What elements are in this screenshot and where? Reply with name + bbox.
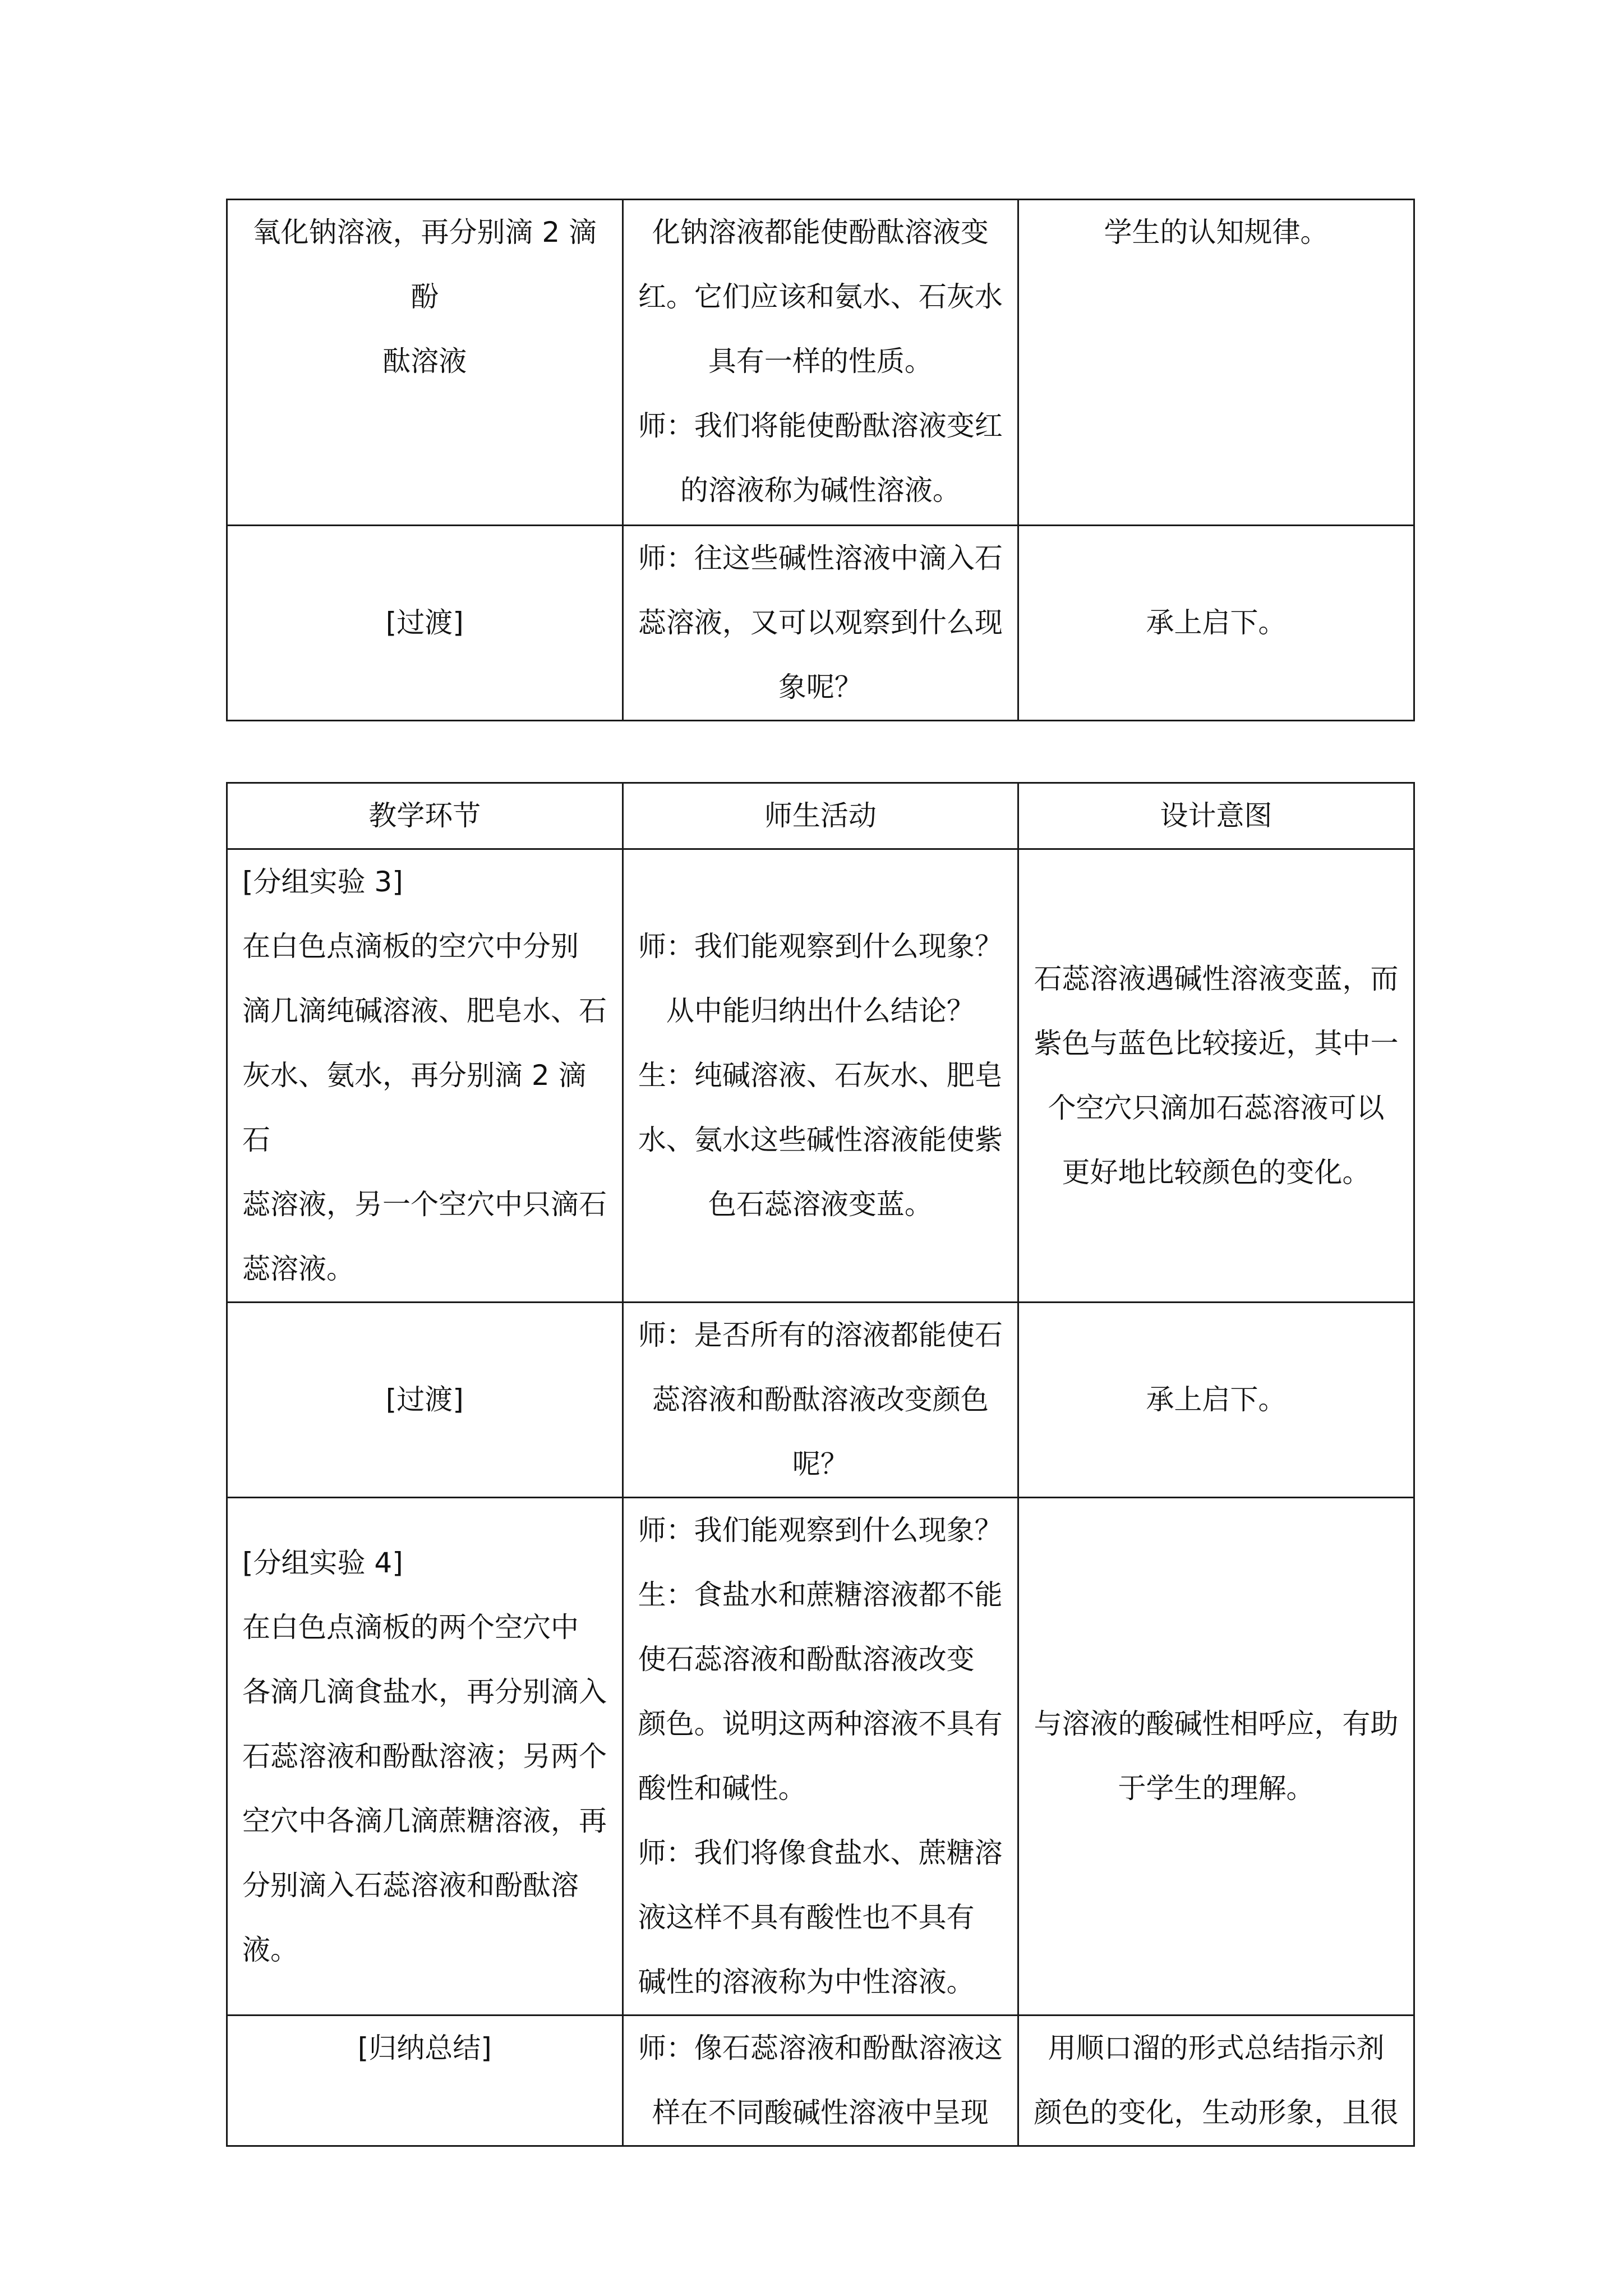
- cell-line: 液。: [242, 1933, 298, 1966]
- activity-cell: [623, 1498, 1018, 2016]
- table-row: [227, 200, 1414, 526]
- cell-line: 分别滴入石蕊溶液和酚酞溶: [242, 1869, 579, 1902]
- table-row: [227, 1498, 1414, 2016]
- activity-cell: [623, 200, 1018, 526]
- cell-line: 红。它们应该和氨水、石灰水: [638, 280, 1003, 313]
- cell-line: 承上启下。: [1146, 606, 1287, 639]
- stage-cell: [227, 1303, 623, 1498]
- cell-line: 生：食盐水和蔗糖溶液都不能: [638, 1579, 1003, 1611]
- cell-line: 颜色的变化，生动形象，且很: [1034, 2096, 1399, 2129]
- column-header: 设计意图: [1018, 783, 1414, 849]
- cell-line: 师：是否所有的溶液都能使石: [638, 1319, 1003, 1351]
- cell-line: 承上启下。: [1146, 1383, 1287, 1416]
- cell-line: 师：像石蕊溶液和酚酞溶液这: [638, 2032, 1003, 2064]
- activity-cell: [623, 1303, 1018, 1498]
- cell-line: 水、氨水这些碱性溶液能使紫: [638, 1124, 1003, 1156]
- cell-line: 具有一样的性质。: [708, 345, 933, 378]
- table-row: [227, 2016, 1414, 2146]
- intent-cell: [1018, 849, 1414, 1303]
- intent-cell: [1018, 2016, 1414, 2146]
- cell-line: 师：往这些碱性溶液中滴入石: [638, 542, 1003, 574]
- cell-line: 碱性的溶液称为中性溶液。: [638, 1966, 975, 1998]
- cell-line: 师：我们将能使酚酞溶液变红: [638, 409, 1003, 442]
- cell-line: 在白色点滴板的空穴中分别: [242, 930, 579, 963]
- stage-cell: [227, 849, 623, 1303]
- cell-line: 紫色与蓝色比较接近，其中一: [1034, 1027, 1399, 1060]
- intent-cell: [1018, 526, 1414, 721]
- cell-line: 从中能归纳出什么结论？: [666, 995, 975, 1027]
- cell-line: 与溶液的酸碱性相呼应，有助: [1034, 1708, 1399, 1740]
- activity-cell: [623, 849, 1018, 1303]
- cell-line: 在白色点滴板的两个空穴中: [242, 1611, 579, 1644]
- cell-line: 师：我们能观察到什么现象？: [638, 930, 1003, 963]
- column-header: 教学环节: [227, 783, 623, 849]
- table-row: [227, 526, 1414, 721]
- stage-cell: [227, 526, 623, 721]
- table-header-row: [227, 783, 1414, 849]
- stage-cell: [227, 1498, 623, 2016]
- cell-line: 生：纯碱溶液、石灰水、肥皂: [638, 1059, 1003, 1092]
- cell-line: 蕊溶液和酚酞溶液改变颜色: [652, 1383, 989, 1416]
- intent-cell: [1018, 1498, 1414, 2016]
- cell-line: 师：我们将像食盐水、蔗糖溶: [638, 1837, 1003, 1869]
- cell-line: 样在不同酸碱性溶液中呈现: [652, 2096, 989, 2129]
- cell-line: 象呢？: [778, 671, 863, 703]
- column-header: 师生活动: [623, 783, 1018, 849]
- stage-cell: [227, 2016, 623, 2146]
- intent-cell: [1018, 200, 1414, 526]
- cell-line: 于学生的理解。: [1118, 1772, 1315, 1805]
- cell-line: [分组实验 4]: [242, 1546, 403, 1579]
- cell-line: 的溶液称为碱性溶液。: [680, 474, 961, 507]
- cell-line: 师：我们能观察到什么现象？: [638, 1514, 1003, 1547]
- cell-line: [归纳总结]: [357, 2032, 492, 2064]
- cell-line: 酸性和碱性。: [638, 1772, 806, 1805]
- cell-line: 空穴中各滴几滴蔗糖溶液，再: [242, 1804, 607, 1837]
- cell-line: 学生的认知规律。: [1104, 216, 1329, 249]
- cell-line: 呢？: [792, 1448, 849, 1480]
- intent-cell: [1018, 1303, 1414, 1498]
- table-row: [227, 849, 1414, 1303]
- cell-line: 石蕊溶液和酚酞溶液；另两个: [242, 1740, 607, 1773]
- lesson-table-continued: [226, 199, 1415, 721]
- stage-cell: [227, 200, 623, 526]
- cell-line: 个空穴只滴加石蕊溶液可以: [1048, 1091, 1385, 1124]
- lesson-table: [226, 782, 1415, 2147]
- cell-line: 滴几滴纯碱溶液、肥皂水、石: [242, 995, 607, 1027]
- table-row: [227, 1303, 1414, 1498]
- cell-line: 蕊溶液，又可以观察到什么现: [638, 606, 1003, 639]
- cell-line: 液这样不具有酸性也不具有: [638, 1901, 975, 1934]
- cell-line: 蕊溶液，另一个空穴中只滴石: [242, 1188, 607, 1221]
- cell-line: 更好地比较颜色的变化。: [1062, 1156, 1371, 1189]
- cell-line: 石蕊溶液遇碱性溶液变蓝，而: [1034, 962, 1399, 995]
- activity-cell: [623, 526, 1018, 721]
- cell-line: 氧化钠溶液，再分别滴 2 滴酚: [252, 216, 597, 313]
- cell-line: 酞溶液: [382, 345, 467, 378]
- cell-line: 化钠溶液都能使酚酞溶液变: [652, 216, 989, 249]
- cell-line: 灰水、氨水，再分别滴 2 滴石: [242, 1059, 587, 1156]
- cell-line: [过渡]: [385, 1383, 464, 1416]
- cell-line: 使石蕊溶液和酚酞溶液改变: [638, 1643, 975, 1676]
- cell-line: [分组实验 3]: [242, 866, 403, 898]
- cell-line: 颜色。说明这两种溶液不具有: [638, 1708, 1003, 1740]
- activity-cell: [623, 2016, 1018, 2146]
- cell-line: 用顺口溜的形式总结指示剂: [1048, 2032, 1385, 2064]
- cell-line: [过渡]: [385, 606, 464, 639]
- cell-line: 各滴几滴食盐水，再分别滴入: [242, 1675, 607, 1708]
- cell-line: 蕊溶液。: [242, 1253, 354, 1285]
- cell-line: 色石蕊溶液变蓝。: [708, 1188, 933, 1221]
